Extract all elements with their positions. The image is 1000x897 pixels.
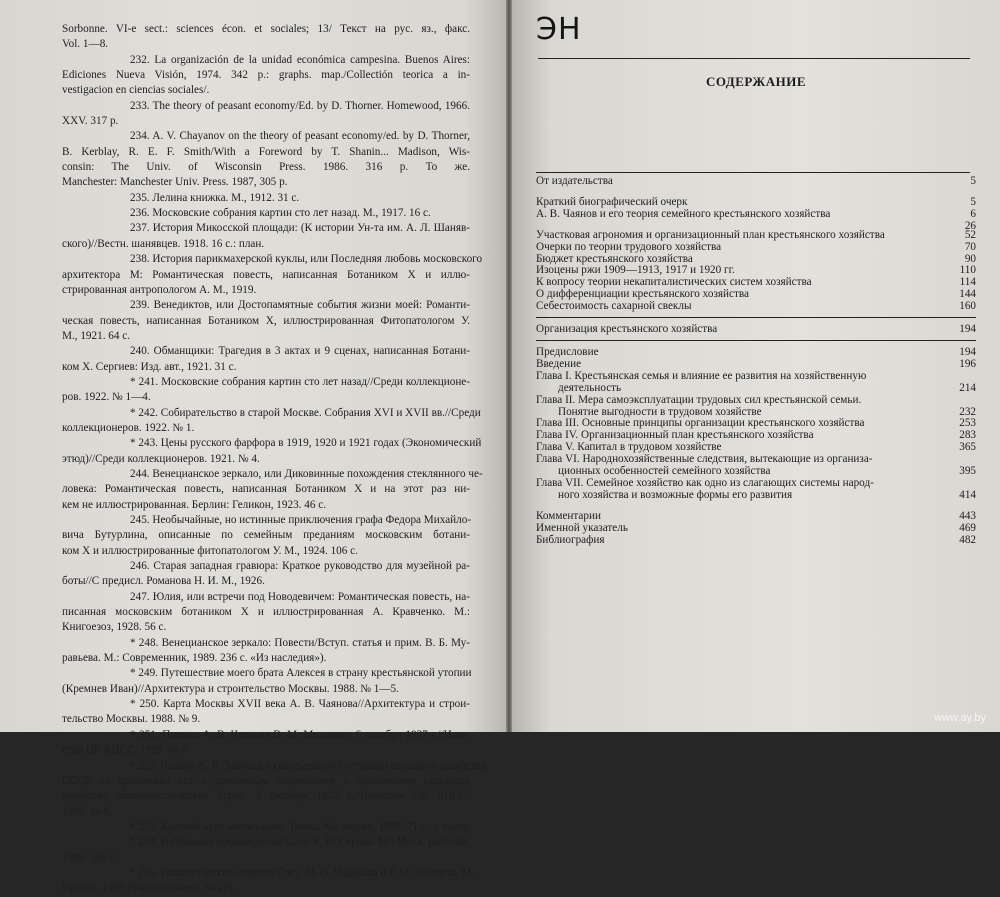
bibliography-entry-continuation: ком Х. Сергиев: Изд. авт., 1921. 31 с. — [62, 360, 237, 373]
bibliography-entry: * 250. Карта Москвы XVII века А. В. Чаянова//Архитектура и строи- — [130, 698, 470, 711]
bibliography-entry-continuation: Книгоезоз, 1928. 56 с. — [62, 621, 167, 634]
toc-entry-title: Понятие выгодности в трудовом хозяйстве — [558, 405, 762, 418]
bibliography-entry: 238. История парикмахерской куклы, или Последняя любовь московского — [130, 253, 483, 266]
bibliography-entry-continuation: стрированная антропологом А. М., 1919. — [62, 283, 257, 296]
toc-entry-title: Очерки по теории трудового хозяйства — [536, 240, 722, 253]
bibliography-entry-continuation: кем не иллюстрированная. Берлин: Геликон, 1923. 46 с. — [62, 498, 327, 511]
bibliography-entry: 234. A. V. Chayanov on the theory of peasant economy/ed. by D. Thorner, — [130, 130, 470, 143]
bibliography-entry-continuation: этюд)//Среди коллекционеров. 1921. № 4. — [62, 452, 260, 465]
toc-entry[interactable] — [536, 301, 976, 313]
bibliography-entry-continuation: Ediciones Nueva Visión, 1974. 342 p.: graphs. map./Collectión teorica a in- — [62, 69, 470, 82]
toc-entry-title: Участковая агрономия и организационный план крестьянского хозяйства — [536, 228, 885, 241]
toc-entry-title: О дифференциации крестьянского хозяйства — [536, 288, 749, 301]
toc-entry-title: От издательства — [536, 175, 613, 187]
toc-rule — [536, 340, 976, 341]
bibliography-entry: * 241. Московские собрания картин сто лет назад//Среди коллекционе- — [130, 375, 470, 388]
toc-entry-title: Библиография — [536, 533, 605, 546]
toc-page-number: 253 — [959, 417, 976, 430]
bibliography-entry: 233. The theory of peasant economy/Ed. by D. Thorner. Homewood, 1966. — [130, 99, 470, 112]
toc-page-number: 283 — [959, 429, 976, 442]
bibliography-entry: 247. Юлия, или встречи под Новодевичем: Романтическая повесть, на- — [130, 590, 470, 603]
bibliography-entry-continuation: Vol. 1—8. — [62, 38, 109, 51]
toc-entry-title: Себестоимость сахарной свеклы — [536, 300, 692, 313]
toc-page-number: 90 — [964, 252, 976, 265]
bibliography-entry: 235. Лелина книжка. М., 1912. 31 с. — [130, 191, 300, 204]
bibliography-entry: 232. La organización de la unidad económica campesina. Buenos Aires: — [130, 53, 470, 66]
toc-page-number: 365 — [959, 441, 976, 454]
bibliography-entry: * 248. Венецианское зеркало: Повести/Вступ. статья и прим. В. Б. Му- — [130, 636, 470, 649]
toc-entry[interactable] — [536, 535, 976, 547]
watermark: www.ay.by — [934, 712, 986, 724]
right-page — [512, 0, 1000, 732]
bibliography-entry: * 254. Избранные произведения/Сост. Е. В. Серова. М.: Моск. рабочий, — [130, 836, 471, 849]
toc-entry-title: Глава VI. Народнохозяйственные следствия, вытекающие из организа- — [536, 453, 873, 466]
bibliography-entry-continuation: равьева. М.: Современник, 1989. 236 с. «Из наследия»). — [62, 652, 327, 665]
toc-entry-title: Предисловие — [536, 345, 599, 358]
toc-page-number: 194 — [959, 323, 976, 336]
bibliography-entry: 239. Венедиктов, или Достопамятные события жизни моей: Романти- — [130, 299, 470, 312]
bibliography-entry-continuation: ского)//Вестн. шанявцев. 1918. 16 с.: план. — [62, 237, 265, 250]
toc-page-number: 414 — [959, 488, 976, 501]
bibliography-entry-continuation: ческая повесть, написанная Ботаником Х, иллюстрированная Фитопатологом У. — [62, 314, 470, 327]
toc-entry-title: Глава V. Капитал в трудовом хозяйстве — [536, 441, 722, 454]
toc-page-number: 214 — [959, 381, 976, 394]
bibliography-entry-continuation: боты//С предисл. Романова Н. И. М., 1926. — [62, 575, 265, 588]
bibliography-entry-continuation: тельство Москвы. 1988. № 9. — [62, 713, 201, 726]
bibliography-entry-continuation: XXV. 317 p. — [62, 115, 119, 128]
bibliography-entry-continuation: vestigacion en ciencias sociales/. — [62, 84, 210, 97]
toc-entry-title: Глава I. Крестьянская семья и влияние ее развития на хозяйственную — [536, 369, 867, 382]
toc-entry[interactable] — [536, 176, 976, 188]
toc-entry[interactable] — [536, 209, 976, 221]
toc-entry-title: Бюджет крестьянского хозяйства — [536, 252, 693, 265]
bibliography-entry: * 243. Цены русского фарфора в 1919, 1920 и 1921 годах (Экономический — [130, 437, 482, 450]
bibliography-entry-continuation: вича Бутурлина, описанные по семейным преданиям московским ботани- — [62, 529, 470, 542]
bibliography-entry-continuation: СССР по сравнению его с довоенным положением и положением сельского — [62, 774, 470, 787]
bibliography-entry-continuation: 1989. № 6. — [62, 805, 112, 818]
toc-page-number: 144 — [959, 288, 976, 301]
bibliography-entry-continuation: архитектора М: Романтическая повесть, написанная Ботаником Х и иллю- — [62, 268, 470, 281]
toc-page-number: 196 — [959, 357, 976, 370]
bibliography-entry: Sorbonne. VI-e sect.: sciences écon. et sociales; 13/ Текст на рус. яз., факс. — [62, 23, 470, 35]
bibliography-entry: 246. Старая западная гравюра: Краткое руководство для музейной ра- — [130, 560, 470, 573]
toc-entry[interactable] — [536, 347, 976, 359]
toc-page-number: 6 — [970, 207, 976, 220]
toc-rule — [536, 317, 976, 318]
bibliography-entry: 237. История Микосской площади: (К истории Ун-та им. А. Л. Шаняв- — [130, 222, 470, 235]
bibliography-entry: * 242. Собирательство в старой Москве. Собрания XVI и XVII вв.//Среди — [130, 406, 481, 419]
bibliography-list — [62, 22, 486, 897]
toc-entry[interactable] — [536, 490, 976, 502]
toc-page-number: 194 — [959, 345, 976, 358]
toc-heading: СОДЕРЖАНИЕ — [705, 74, 807, 89]
bibliography-entry: * 255. Романтические повести/Сост. М. О. Чудакова и Р. М. Янгиров. М.: — [130, 866, 477, 879]
toc-page-number: 5 — [970, 175, 976, 187]
toc-entry-title: Организация крестьянского хозяйства — [536, 323, 718, 336]
toc-entry-title: Именной указатель — [536, 521, 628, 534]
toc-entry-title: А. В. Чаянов и его теория семейного крестьянского хозяйства — [536, 207, 831, 220]
toc-entry-title: ного хозяйства и возможные формы его развития — [558, 488, 793, 501]
toc-page-number: 70 — [964, 240, 976, 253]
toc-entry-title: К вопросу теории некапиталистических систем хозяйства — [536, 276, 812, 289]
bibliography-entry: 236. Московские собрания картин сто лет назад. М., 1917. 16 с. — [130, 207, 431, 220]
bibliography-entry-continuation: B. Kerblay, R. E. F. Smith/With a Foreword by T. Shanin... Madison, Wis- — [62, 145, 470, 158]
bibliography-entry: * 252. Чаянов А. В. Записка о современном состоянии сельского хозяйства — [130, 759, 486, 772]
bibliography-entry-continuation: ловека: Романтическая повесть, написанная Ботаником Х и на этот раз ни- — [62, 483, 470, 496]
bibliography-entry-continuation: коллекционеров. 1922. № 1. — [62, 421, 195, 434]
bibliography-entry-continuation: (Кремнев Иван)//Архитектура и строительство Москвы. 1988. № 1—5. — [62, 682, 399, 695]
bibliography-entry: 240. Обманщики: Трагедия в 3 актах и 9 сценах, написанная Ботани- — [130, 345, 470, 358]
bibliography-entry-continuation: хозяйства капиталистических стран. 6 октября 1927 г.//Известия ЦК КПСС. — [62, 790, 470, 803]
toc-page-number: 114 — [959, 276, 976, 289]
bibliography-entry-continuation: стия ЦК КПСС. 1989. № 6. — [62, 744, 191, 757]
toc-page-number: 469 — [959, 521, 976, 534]
header-rule — [538, 58, 970, 59]
table-of-contents — [536, 176, 976, 546]
toc-page-number: 443 — [959, 509, 976, 522]
toc-entry-title: деятельность — [558, 381, 622, 394]
bibliography-entry: * 253. Краткий курс кооперации. Томск: Кн. изд-во, 1988. 71 с., с портр. — [130, 820, 473, 833]
bibliography-entry-continuation: писанная московским ботаником Х и иллюстрированная А. Кравченко. М.: — [62, 606, 470, 619]
toc-page-number: 160 — [959, 300, 976, 313]
toc-spacer — [536, 502, 976, 511]
bibliography-entry-continuation: ров. 1922. № 1—4. — [62, 391, 151, 404]
bibliography-entry-continuation: ком Х и иллюстрированные фитопатологом У. М., 1924. 106 с. — [62, 544, 358, 557]
bibliography-entry: * 251. Письмо А. В. Чаянова В. М. Молотову. 6 октября 1927 г.//Изве- — [130, 728, 470, 741]
toc-entry-title: Изоцены ржи 1909—1913, 1917 и 1920 гг. — [536, 264, 735, 277]
toc-page-number: 52 — [964, 228, 976, 241]
toc-entry-title: Краткий биографический очерк — [536, 195, 688, 208]
toc-entry-title: Комментарии — [536, 509, 601, 522]
toc-entry-title: Глава III. Основные принципы организации крестьянского хозяйства — [536, 417, 865, 430]
toc-entry-title: Глава VII. Семейное хозяйство как одно из слагающих системы народ- — [536, 476, 874, 489]
toc-entry-title: Глава II. Мера самоэксплуатации трудовых сил крестьянской семьи. — [536, 393, 862, 406]
toc-page-number: 5 — [970, 195, 976, 208]
bibliography-entry-continuation: 1989. 368 с. — [62, 851, 118, 864]
toc-page-number: 232 — [959, 405, 976, 418]
toc-entry-title: Глава IV. Организационный план крестьянского хозяйства — [536, 429, 814, 442]
bibliography-entry-continuation: consin: The Univ. of Wisconsin Press. 1986. 316 p. То же. — [62, 161, 470, 174]
toc-page-number: 110 — [959, 264, 976, 277]
bibliography-entry: 245. Необычайные, но истинные приключения графа Федора Михайло- — [130, 514, 472, 526]
bibliography-entry-continuation: Правда, 1989 (б-ка «Огонек», № 28). — [62, 882, 236, 895]
toc-top-rule — [536, 172, 970, 173]
toc-page-number: 482 — [959, 533, 976, 546]
toc-page-number: 395 — [959, 465, 976, 478]
bibliography-entry-continuation: М., 1921. 64 с. — [62, 329, 131, 342]
toc-entry-title: ционных особенностей семейного хозяйства — [558, 465, 771, 478]
bibliography-entry-continuation: Manchester: Manchester Univ. Press. 1987, 305 p. — [62, 176, 288, 189]
bibliography-entry: * 249. Путешествие моего брата Алексея в страну крестьянской утопии — [130, 667, 472, 680]
section-header-mark: ЭН — [536, 12, 582, 47]
bibliography-entry: 244. Венецианское зеркало, или Диковинные похождения стеклянного че- — [130, 467, 483, 480]
toc-entry[interactable] — [536, 324, 976, 336]
toc-page-number: 26 — [964, 219, 976, 232]
toc-entry-title: Введение — [536, 357, 582, 370]
